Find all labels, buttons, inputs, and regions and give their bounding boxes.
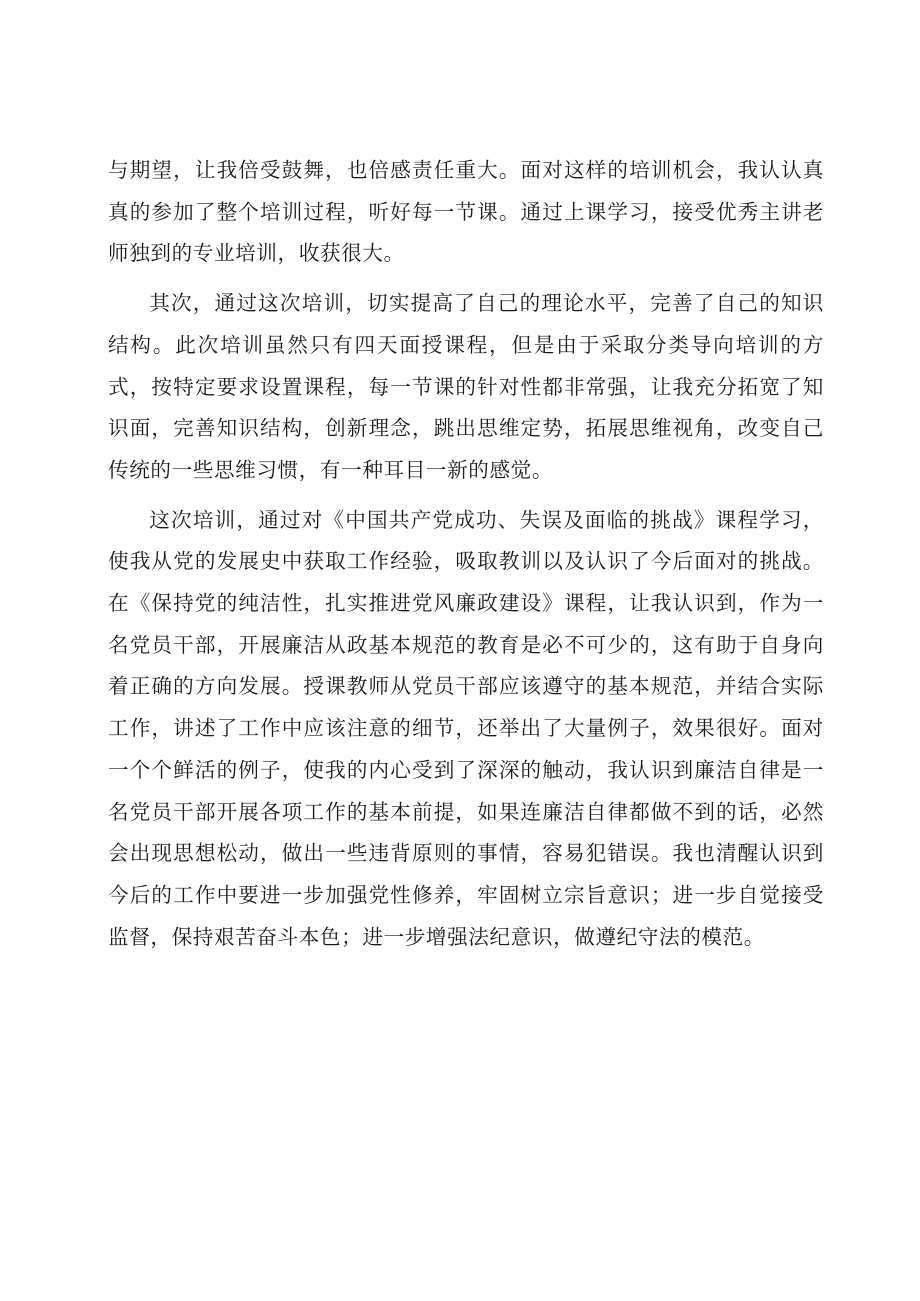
paragraph-1: 与期望，让我倍受鼓舞，也倍感责任重大。面对这样的培训机会，我认认真真的参加了整个培训过程，听好每一节课。通过上课学习，接受优秀主讲老师独到的专业培训，收获很大。 [108, 158, 824, 266]
paragraph-2: 其次，通过这次培训，切实提高了自己的理论水平，完善了自己的知识结构。此次培训虽然只有四天面授课程，但是由于采取分类导向培训的方式，按特定要求设置课程，每一节课的针对性都非常强，让我充分拓宽了知识面，完善知识结构，创新理念，跳出思维定势，拓展思维视角，改变自己传统的一些思维习惯，有一种耳目一新的感觉。 [108, 291, 824, 482]
paragraph-3: 这次培训，通过对《中国共产党成功、失误及面临的挑战》课程学习，使我从党的发展史中获取工作经验，吸取教训以及认识了今后面对的挑战。在《保持党的纯洁性，扎实推进党风廉政建设》课程，让我认识到，作为一名党员干部，开展廉洁从政基本规范的教育是必不可少的，这有助于自身向着正确的方向发展。授课教师从党员干部应该遵守的基本规范，并结合实际工作，讲述了工作中应该注意的细节，还举出了大量例子，效果很好。面对一个个鲜活的例子，使我的内心受到了深深的触动，我认识到廉洁自律是一名党员干部开展各项工作的基本前提，如果连廉洁自律都做不到的话，必然会出现思想松动，做出一些违背原则的事情，容易犯错误。我也清醒认识到今后的工作中要进一步加强党性修养，牢固树立宗旨意识；进一步自觉接受监督，保持艰苦奋斗本色；进一步增强法纪意识，做遵纪守法的模范。 [108, 507, 824, 949]
document-body [108, 150, 824, 966]
